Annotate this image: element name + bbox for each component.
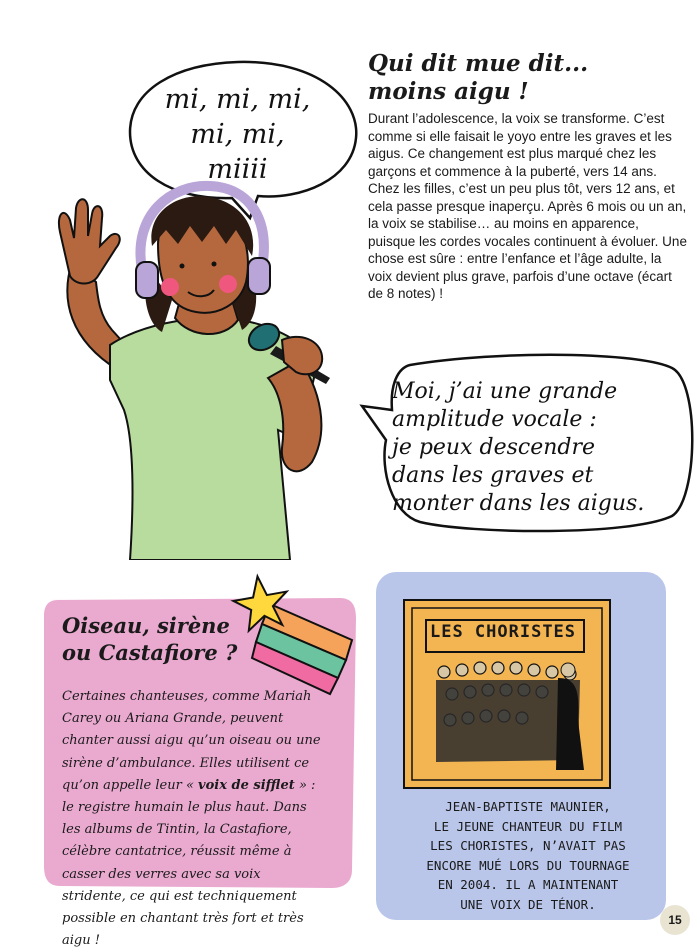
headphones-right	[248, 258, 270, 294]
pink-text-part: Certaines chanteuses, comme Mariah Carey ou Ariana Grande, peuvent chanter aussi aigu qu’un oiseau ou une sirène d’ambulance. Elles utilisent ce qu’on appelle leur «	[62, 689, 321, 793]
pink-box-title-line: ou Castafiore ?	[62, 640, 238, 665]
raised-hand	[59, 199, 120, 283]
poster-title: LES CHORISTES	[429, 622, 577, 642]
section-title-line: moins aigu !	[368, 78, 529, 105]
bubble-right-line: amplitude vocale :	[392, 407, 597, 432]
caption-line: LE JEUNE CHANTEUR DU FILM	[433, 818, 623, 834]
caption-line: EN 2004. IL A MAINTENANT	[437, 877, 619, 892]
bubble-right-line: je peux descendre	[392, 435, 596, 460]
section-title-line: Qui dit mue dit...	[368, 50, 589, 77]
pink-text-bold: voix de sifflet	[198, 777, 295, 793]
bubble-right-text	[392, 378, 682, 518]
section-title	[368, 50, 688, 106]
pink-box-title	[62, 612, 312, 666]
bubble-right-line: Moi, j’ai une grande	[392, 379, 618, 404]
pink-box-title-line: Oiseau, sirène	[62, 613, 230, 638]
pink-box-text	[62, 686, 324, 952]
caption-line: ENCORE MUÉ LORS DU TOURNAGE	[426, 857, 630, 873]
body-paragraph: Durant l’adolescence, la voix se transforme. C’est comme si elle faisait le yoyo entre les graves et les aigus. Ce changement est plus marqué chez les garçons et commence à la puberté, vers 14 ans. Chez les filles, c’est un peu plus tôt, vers 12 ans, et cela passe presque inaperçu. Après 6 mois ou un an, la voix se stabilise… au moins en apparence, puisque les cordes vocales continuent à évoluer. Une chose est sûre : entre l’enfance et l’âge adulte, la voix devient plus grave, parfois d’une octave (écart de 8 notes) !	[368, 111, 687, 301]
bubble-left-line: mi, mi, mi,	[164, 84, 311, 115]
caption-line: LES CHORISTES, N’AVAIT PAS	[430, 838, 626, 853]
bubble-left-text	[135, 82, 340, 187]
page-number: 15	[660, 905, 690, 935]
blue-box-caption	[386, 797, 670, 914]
caption-line: UNE VOIX DE TÉNOR.	[460, 896, 596, 912]
bubble-left-line: miiii	[207, 154, 268, 185]
headphones-left	[136, 262, 158, 298]
bubble-right-line: monter dans les aigus.	[392, 491, 645, 516]
bubble-right-line: dans les graves et	[392, 463, 594, 488]
caption-line: JEAN-BAPTISTE MAUNIER,	[445, 799, 611, 814]
bubble-left-line: mi, mi,	[190, 119, 285, 150]
pink-text-part: » : le registre humain le plus haut. Dans les albums de Tintin, la Castafiore, célèbre cantatrice, réussit même à casser des verres avec sa voix stridente, ce qui est techniquement possible en chantant très fort et très aigu !	[62, 777, 316, 949]
